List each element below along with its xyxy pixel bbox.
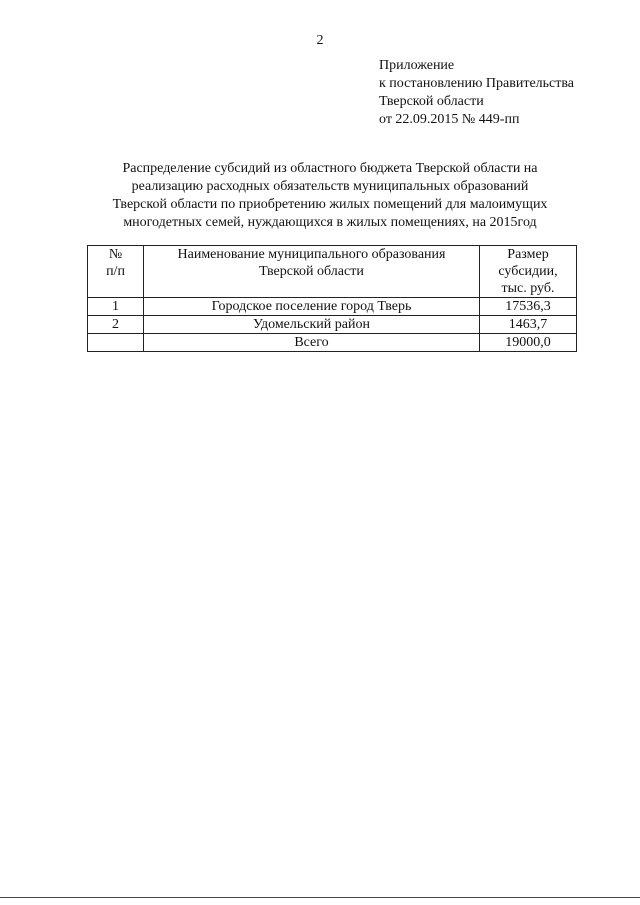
- appendix-line: Приложение: [379, 58, 455, 73]
- title-line: реализацию расходных обязательств муниципальных образований: [131, 179, 529, 194]
- appendix-block: [379, 57, 574, 129]
- row-amount: 17536,3: [480, 298, 577, 316]
- appendix-line: Тверской области: [379, 94, 484, 109]
- title-line: многодетных семей, нуждающихся в жилых помещениях, на 2015год: [123, 215, 537, 230]
- header-line: №: [108, 247, 123, 262]
- total-amount: 19000,0: [480, 334, 577, 352]
- appendix-line: к постановлению Правительства: [379, 76, 575, 91]
- header-line: субсидии,: [498, 264, 558, 279]
- header-municipality: [144, 246, 480, 298]
- table-total-row: [88, 334, 577, 352]
- title-line: Распределение субсидий из областного бюджета Тверской области на: [122, 161, 538, 176]
- header-line: п/п: [106, 264, 125, 279]
- row-municipality: Городское поселение город Тверь: [144, 298, 480, 316]
- subsidy-table: [87, 245, 577, 352]
- document-title: [80, 160, 580, 232]
- row-number: 2: [88, 316, 144, 334]
- table-header-row: [88, 246, 577, 298]
- header-number: [88, 246, 144, 298]
- bottom-divider: [0, 897, 640, 898]
- page-number: 2: [316, 33, 324, 48]
- header-line: тыс. руб.: [501, 281, 555, 296]
- title-line: Тверской области по приобретению жилых помещений для малоимущих: [112, 197, 548, 212]
- header-line: Размер: [507, 247, 549, 262]
- row-municipality: Удомельский район: [144, 316, 480, 334]
- header-line: Наименование муниципального образования: [177, 247, 446, 262]
- row-number: 1: [88, 298, 144, 316]
- header-amount: [480, 246, 577, 298]
- header-line: Тверской области: [259, 264, 364, 279]
- table-row: [88, 298, 577, 316]
- appendix-line: от 22.09.2015 № 449-пп: [379, 112, 520, 127]
- total-number: [88, 334, 144, 352]
- table-row: [88, 316, 577, 334]
- row-amount: 1463,7: [480, 316, 577, 334]
- total-label: Всего: [144, 334, 480, 352]
